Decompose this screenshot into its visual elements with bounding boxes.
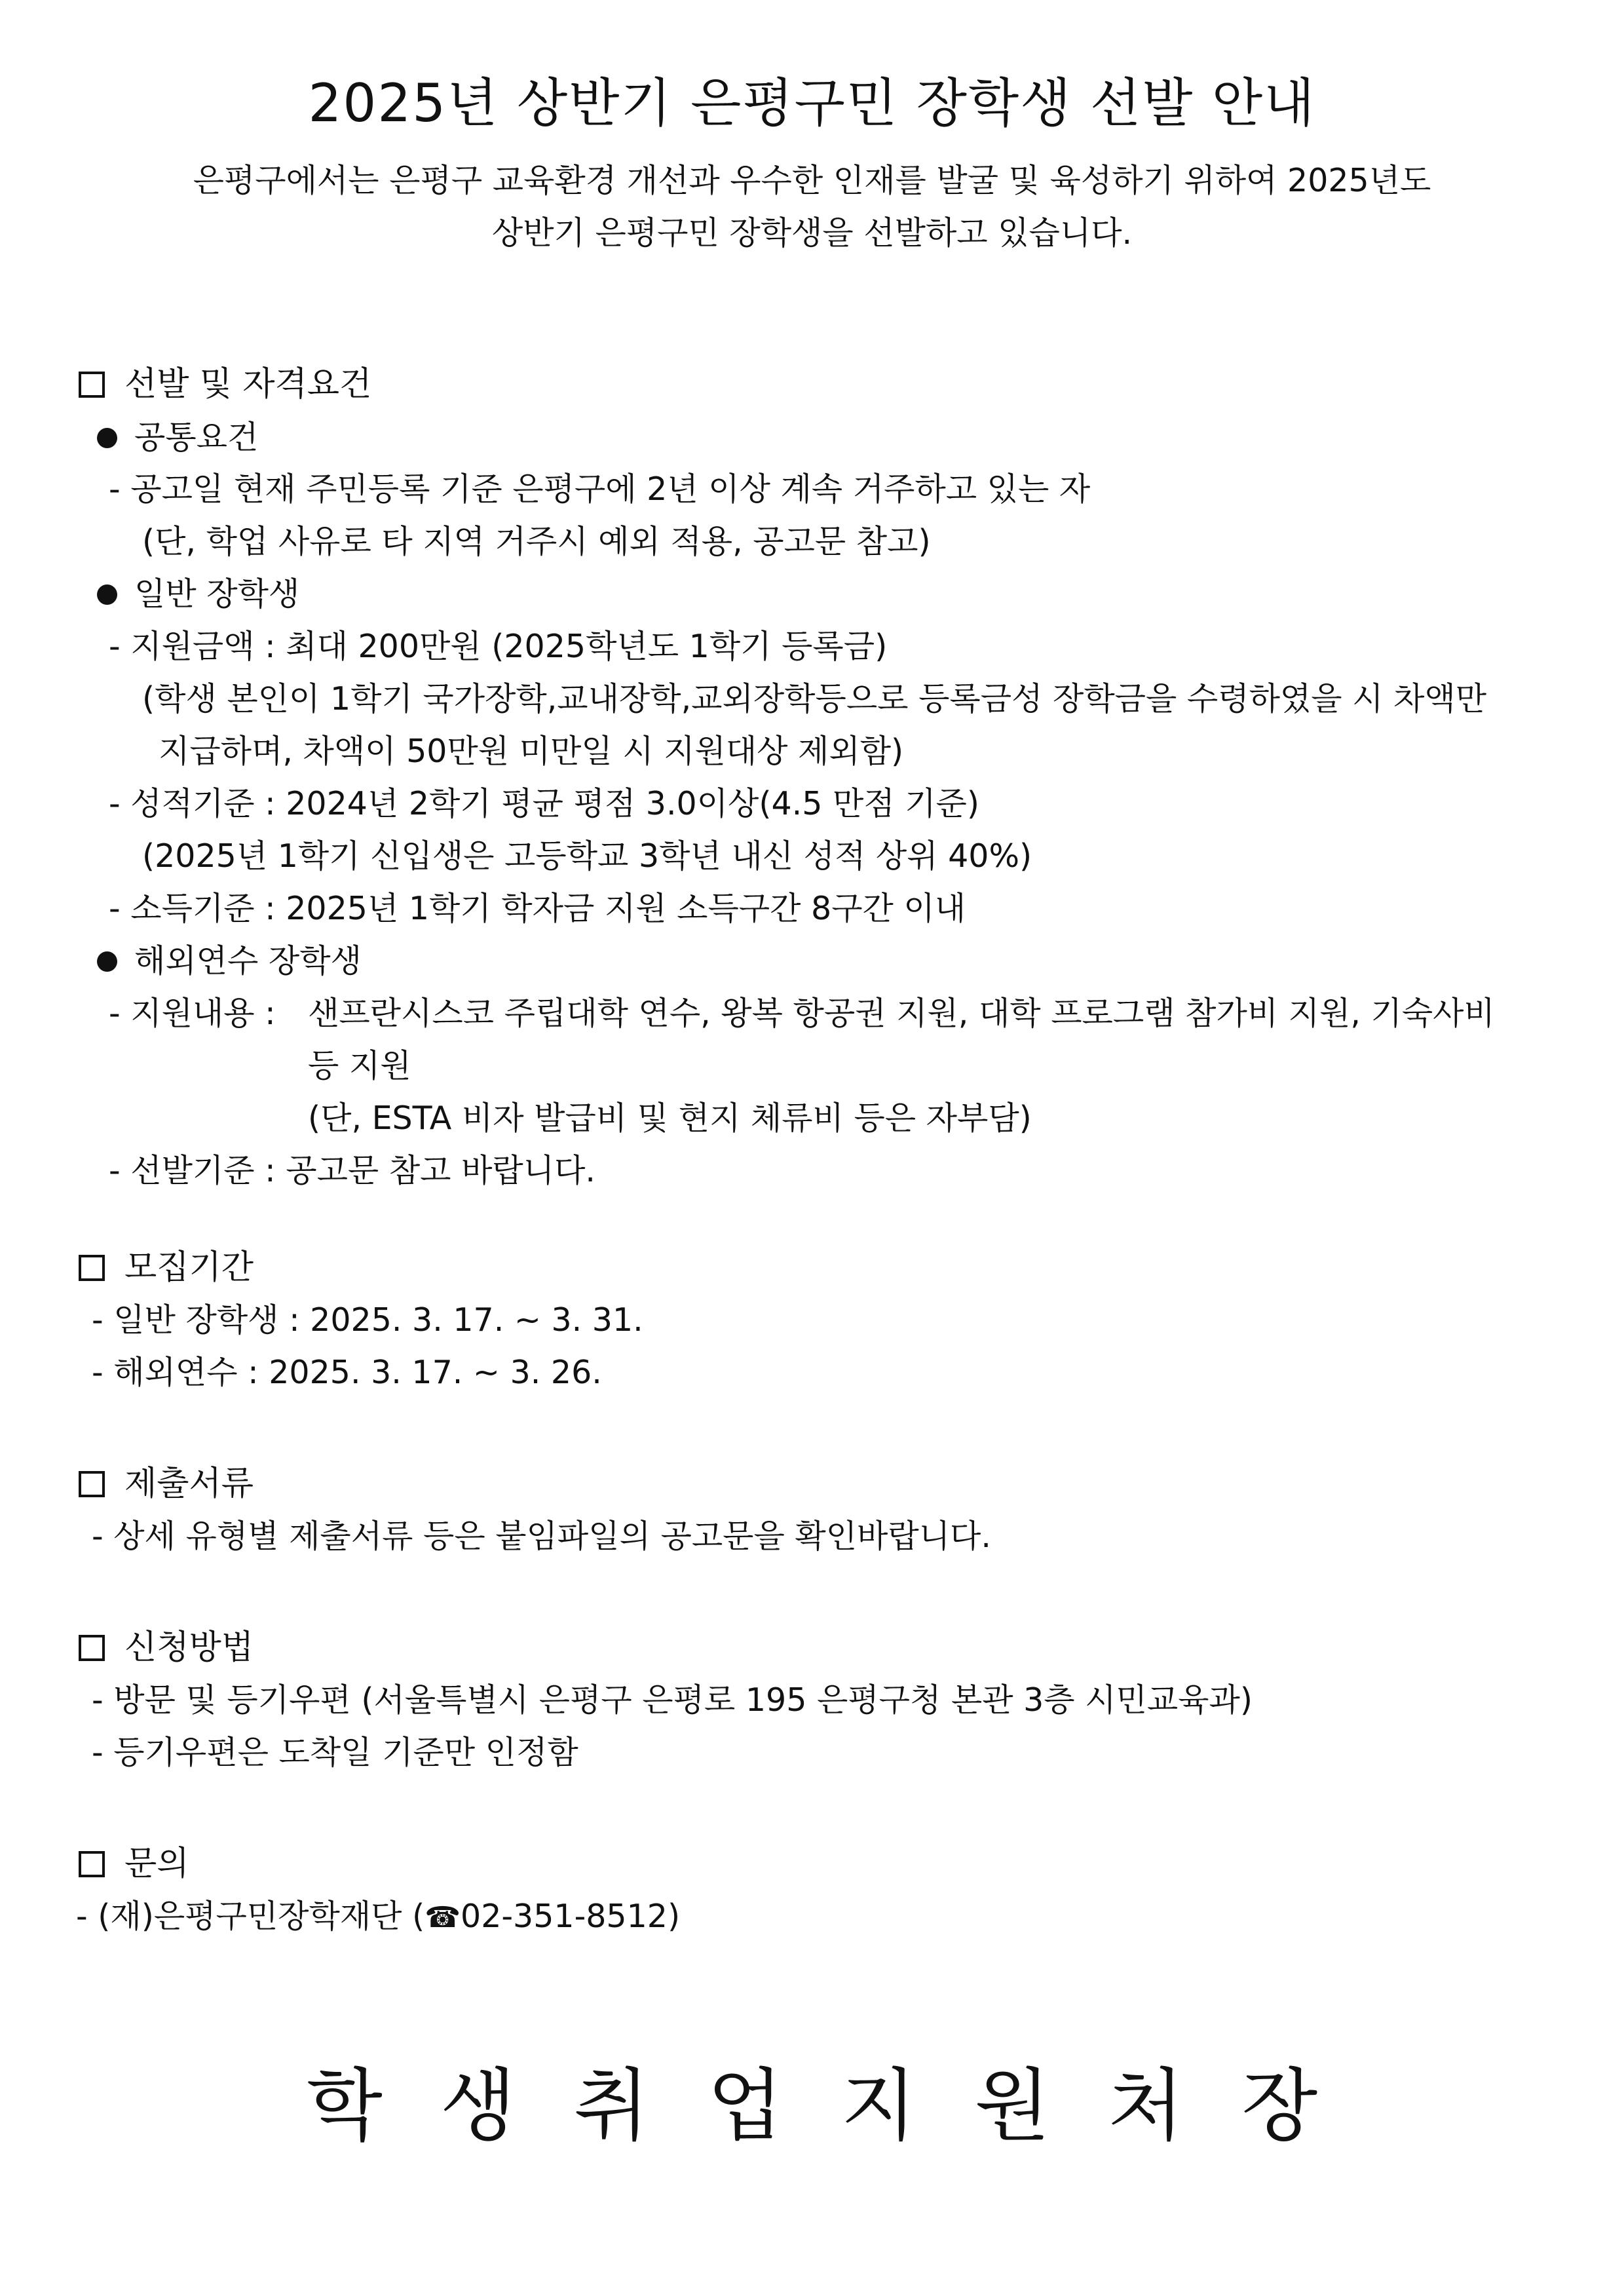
contact-item: [76, 1890, 680, 1944]
intro-line-2: 상반기 은평구민 장학생을 선발하고 있습니다.: [491, 214, 1133, 252]
section-heading-qualification: 선발 및 자격요건: [79, 358, 371, 411]
section-heading-method: 신청방법: [79, 1622, 254, 1674]
general-item-amount: - 지원금액 : 최대 200만원 (2025학년도 1학기 등록금): [109, 628, 888, 665]
document-title: 2025년 상반기 은평구민 장학생 선발 안내: [308, 73, 1316, 134]
method-item-visit-mail: - 방문 및 등기우편 (서울특별시 은평구 은평로 195 은평구청 본관 3층 시민교육과): [92, 1681, 1253, 1719]
contact-org: - (재)은평구민장학재단 (: [76, 1898, 425, 1935]
general-amount-note-2: 지급하며, 차액이 50만원 미만일 시 지원대상 제외함): [159, 733, 904, 770]
period-item-overseas: - 해외연수 : 2025. 3. 17. ~ 3. 26.: [92, 1354, 602, 1391]
bullet-dot-icon: [97, 428, 117, 448]
subheading-overseas: 해외연수 장학생: [97, 935, 362, 987]
general-grade-note: (2025년 1학기 신입생은 고등학교 3학년 내신 성적 상위 40%): [142, 837, 1032, 875]
overseas-content-line-2: 등 지원: [308, 1047, 411, 1084]
checkbox-square-icon: [79, 1851, 105, 1877]
overseas-content-label: - 지원내용 :: [109, 995, 276, 1032]
subheading-common: 공통요건: [97, 411, 258, 464]
issuer-signature: 학생취업지원처장: [306, 2061, 1376, 2152]
phone-icon: ☎: [425, 1901, 461, 1934]
documents-item: - 상세 유형별 제출서류 등은 붙임파일의 공고문을 확인바랍니다.: [92, 1518, 991, 1555]
general-amount-note-1: (학생 본인이 1학기 국가장학,교내장학,교외장학등으로 등록금성 장학금을 수령하였을 시 차액만: [142, 680, 1487, 718]
overseas-item-criteria: - 선발기준 : 공고문 참고 바랍니다.: [109, 1152, 595, 1189]
subheading-general: 일반 장학생: [97, 568, 299, 621]
contact-phone-number: 02-351-8512): [461, 1898, 681, 1935]
section-heading-period: 모집기간: [79, 1242, 254, 1294]
general-item-income: - 소득기준 : 2025년 1학기 학자금 지원 소득구간 8구간 이내: [109, 890, 966, 927]
bullet-dot-icon: [97, 584, 117, 605]
period-item-general: - 일반 장학생 : 2025. 3. 17. ~ 3. 31.: [92, 1301, 643, 1339]
overseas-content-line-1: 샌프란시스코 주립대학 연수, 왕복 항공권 지원, 대학 프로그램 참가비 지원, 기숙사비: [308, 995, 1495, 1032]
common-item-residence: - 공고일 현재 주민등록 기준 은평구에 2년 이상 계속 거주하고 있는 자: [109, 470, 1091, 508]
common-item-note: (단, 학업 사유로 타 지역 거주시 예외 적용, 공고문 참고): [142, 523, 931, 560]
checkbox-square-icon: [79, 1635, 105, 1661]
checkbox-square-icon: [79, 1255, 105, 1281]
intro-line-1: 은평구에서는 은평구 교육환경 개선과 우수한 인재를 발굴 및 육성하기 위하여 2025년도: [193, 162, 1431, 199]
general-item-grade: - 성적기준 : 2024년 2학기 평균 평점 3.0이상(4.5 만점 기준): [109, 785, 980, 822]
overseas-content-line-3: (단, ESTA 비자 발급비 및 현지 체류비 등은 자부담): [308, 1100, 1032, 1137]
bullet-dot-icon: [97, 951, 117, 972]
section-heading-documents: 제출서류: [79, 1458, 254, 1510]
intro-paragraph: [0, 155, 1624, 259]
checkbox-square-icon: [79, 1471, 105, 1497]
section-heading-contact: 문의: [79, 1838, 189, 1890]
method-item-registered-mail: - 등기우편은 도착일 기준만 인정함: [92, 1734, 578, 1771]
checkbox-square-icon: [79, 372, 105, 398]
